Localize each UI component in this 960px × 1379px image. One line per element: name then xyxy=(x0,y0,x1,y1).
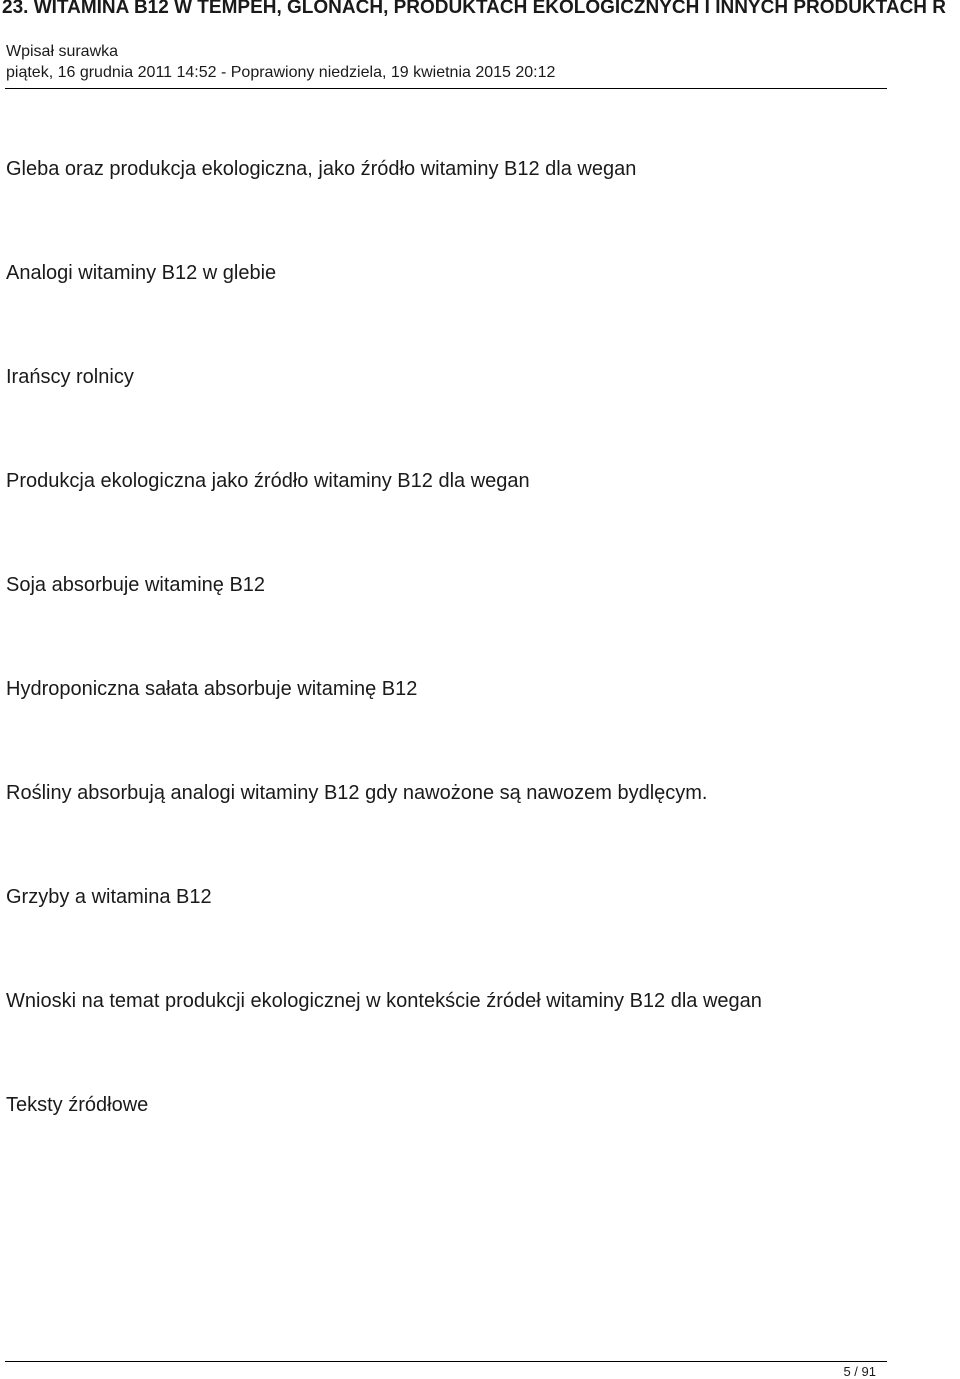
date-line: piątek, 16 grudnia 2011 14:52 - Poprawiony niedziela, 19 kwietnia 2015 20:12 xyxy=(6,64,556,81)
toc-item[interactable]: Hydroponiczna sałata absorbuje witaminę B12 xyxy=(6,678,418,700)
document-title: 23. WITAMINA B12 W TEMPEH, GLONACH, PRODUKTACH EKOLOGICZNYCH I INNYCH PRODUKTACH R xyxy=(2,0,947,18)
header-divider xyxy=(5,88,887,89)
page-number: 5 / 91 xyxy=(843,1364,876,1379)
toc-item[interactable]: Analogi witaminy B12 w glebie xyxy=(6,262,277,284)
toc-item[interactable]: Irańscy rolnicy xyxy=(6,366,134,388)
toc-item[interactable]: Soja absorbuje witaminę B12 xyxy=(6,574,266,596)
toc-item[interactable]: Produkcja ekologiczna jako źródło witaminy B12 dla wegan xyxy=(6,470,530,492)
toc-item[interactable]: Wnioski na temat produkcji ekologicznej w kontekście źródeł witaminy B12 dla wegan xyxy=(6,990,762,1012)
toc-item[interactable]: Rośliny absorbują analogi witaminy B12 gdy nawożone są nawozem bydlęcym. xyxy=(6,782,708,804)
author-line: Wpisał surawka xyxy=(6,43,119,60)
toc-item[interactable]: Gleba oraz produkcja ekologiczna, jako źródło witaminy B12 dla wegan xyxy=(6,158,637,180)
footer-divider xyxy=(5,1361,887,1362)
toc-item[interactable]: Teksty źródłowe xyxy=(6,1094,149,1116)
toc-item[interactable]: Grzyby a witamina B12 xyxy=(6,886,212,908)
